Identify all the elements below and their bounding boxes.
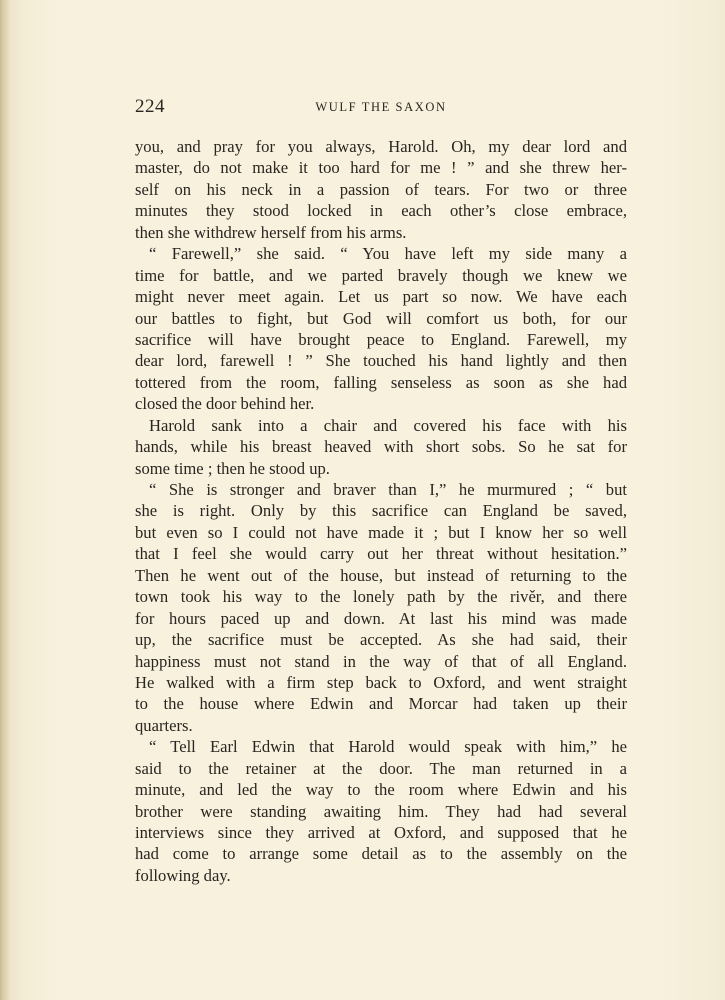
text-line: following day.: [135, 865, 231, 885]
text-line: that I feel she would carry out her threat without hesitation.”: [135, 544, 627, 564]
page-number: 224: [135, 96, 165, 117]
text-line: our battles to fight, but God will comfort us both, for our: [135, 308, 627, 328]
text-line: Harold sank into a chair and covered his face with his: [149, 415, 627, 435]
running-title: WULF THE SAXON: [315, 100, 447, 114]
text-line: self on his neck in a passion of tears. For two or three: [135, 179, 627, 199]
text-line: town took his way to the lonely path by the rivěr, and there: [135, 587, 627, 607]
text-line: brother were standing awaiting him. They had had several: [135, 801, 627, 821]
text-line: quarters.: [135, 715, 193, 735]
text-line: said to the retainer at the door. The man returned in a: [135, 758, 627, 778]
text-line: had come to arrange some detail as to the assembly on the: [135, 844, 627, 864]
text-line: master, do not make it too hard for me ! ” and she threw her-: [135, 158, 627, 178]
body-text: [135, 136, 627, 886]
text-line: “ Tell Earl Edwin that Harold would speak with him,” he: [149, 737, 627, 757]
text-line: time for battle, and we parted bravely though we knew we: [135, 265, 627, 285]
text-line: minutes they stood locked in each other’s close embrace,: [135, 201, 627, 221]
text-line: you, and pray for you always, Harold. Oh, my dear lord and: [135, 137, 627, 156]
page-gutter-edge: [0, 0, 10, 1000]
text-line: but even so I could not have made it ; but I know her so well: [135, 522, 627, 542]
text-line: He walked with a firm step back to Oxford, and went straight: [135, 672, 627, 692]
text-line: “ She is stronger and braver than I,” he murmured ; “ but: [149, 480, 627, 499]
text-line: then she withdrew herself from his arms.: [135, 222, 407, 242]
text-line: for hours paced up and down. At last his mind was made: [135, 608, 627, 628]
text-line: to the house where Edwin and Morcar had taken up their: [135, 694, 627, 714]
text-line: interviews since they arrived at Oxford, and supposed that he: [135, 823, 627, 842]
text-line: Then he went out of the house, but instead of returning to the: [135, 565, 627, 585]
text-line: some time ; then he stood up.: [135, 458, 330, 478]
text-line: tottered from the room, falling senseless as soon as she had: [135, 372, 627, 392]
text-line: minute, and led the way to the room where Edwin and his: [135, 780, 627, 800]
text-line: she is right. Only by this sacrifice can England be saved,: [135, 501, 627, 521]
text-line: might never meet again. Let us part so now. We have each: [135, 287, 627, 307]
text-line: closed the door behind her.: [135, 394, 315, 414]
text-line: hands, while his breast heaved with short sobs. So he sat for: [135, 437, 627, 457]
text-line: happiness must not stand in the way of that of all England.: [135, 651, 627, 671]
text-line: dear lord, farewell ! ” She touched his hand lightly and then: [135, 351, 627, 371]
text-line: up, the sacrifice must be accepted. As she had said, their: [135, 630, 627, 650]
text-line: sacrifice will have brought peace to England. Farewell, my: [135, 329, 627, 349]
running-head: [135, 96, 627, 120]
text-line: “ Farewell,” she said. “ You have left my side many a: [149, 244, 627, 264]
